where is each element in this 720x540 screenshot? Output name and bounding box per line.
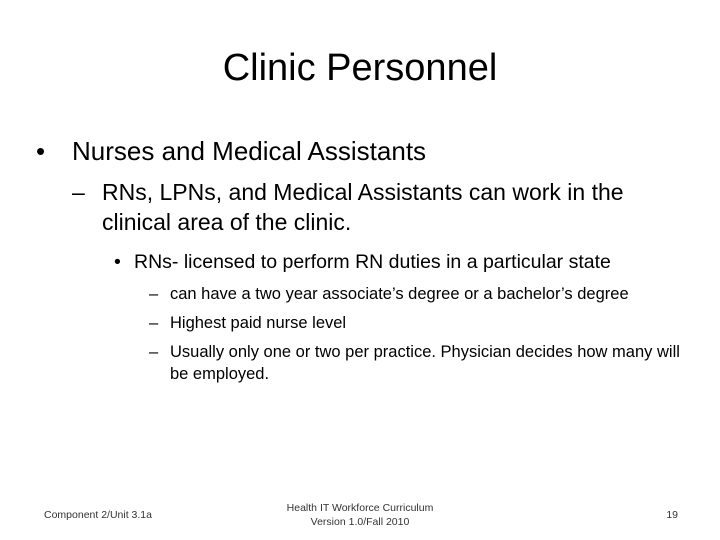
bullet-text: Highest paid nurse level: [170, 314, 347, 332]
bullet-level-2: [72, 177, 692, 237]
footer-component-label: Component 2/Unit 3.1a: [44, 509, 152, 521]
page-number: 19: [666, 509, 678, 521]
slide-title: Clinic Personnel: [222, 47, 498, 89]
footer-curriculum-title: Health IT Workforce Curriculum: [286, 502, 434, 514]
bullet-text: RNs- licensed to perform RN duties in a particular state: [134, 251, 611, 273]
bullet-level-4-degree: [149, 283, 680, 305]
bullet-text: can have a two year associate’s degree or a bachelor’s degree: [170, 285, 629, 303]
dash-marker: –: [149, 343, 159, 361]
bullet-marker: •: [114, 251, 121, 273]
dash-marker: –: [72, 179, 85, 205]
bullet-level-4-pay: [149, 312, 680, 334]
bullet-text: Nurses and Medical Assistants: [72, 136, 427, 166]
dash-marker: –: [149, 285, 159, 303]
bullet-text: Usually only one or two per practice. Physician decides how many will be employed.: [170, 343, 680, 383]
bullet-text: RNs, LPNs, and Medical Assistants can work in the clinical area of the clinic.: [102, 179, 624, 235]
dash-marker: –: [149, 314, 159, 332]
footer-curriculum-info: [260, 501, 460, 529]
bullet-level-1: [36, 134, 426, 168]
footer-version: Version 1.0/Fall 2010: [310, 516, 410, 528]
bullet-level-3: [114, 248, 611, 276]
bullet-marker: •: [36, 136, 46, 166]
bullet-level-4-count: [149, 341, 680, 385]
